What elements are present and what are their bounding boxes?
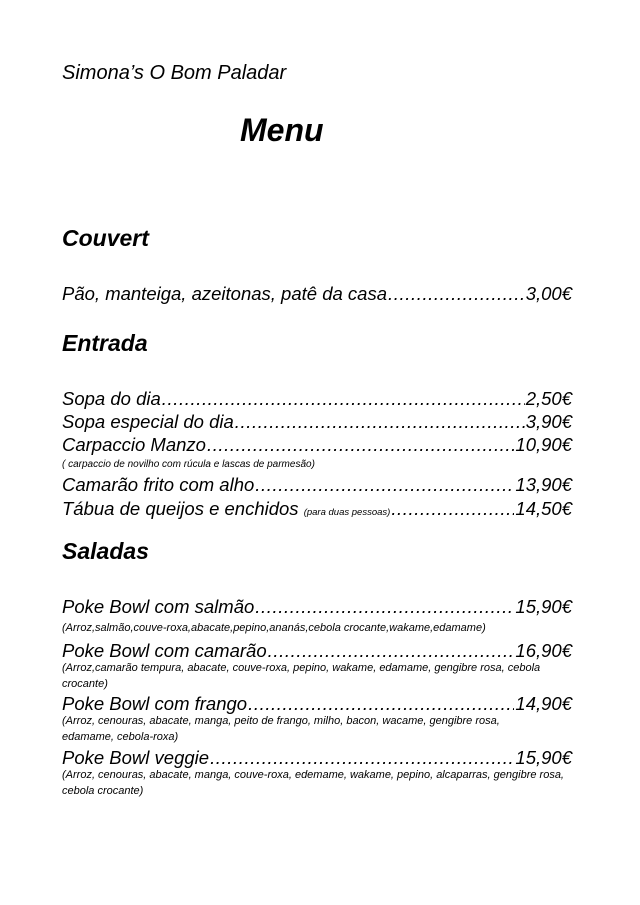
item-name: Camarão frito com alho	[62, 474, 255, 495]
item-price: 10,90€	[515, 434, 572, 455]
item-price: 15,90€	[515, 596, 572, 617]
item-price: 15,90€	[515, 747, 572, 768]
dot-leader	[207, 434, 514, 456]
item-name: Poke Bowl veggie	[62, 747, 210, 768]
menu-item	[62, 693, 572, 715]
item-price: 3,00€	[525, 283, 572, 304]
item-price: 14,50€	[515, 498, 572, 519]
menu-item	[62, 283, 572, 305]
dot-leader	[248, 693, 514, 715]
item-name: Poke Bowl com salmão	[62, 596, 255, 617]
item-qualifier: (para duas pessoas)	[303, 507, 391, 518]
menu-item	[62, 596, 572, 618]
item-price: 13,90€	[515, 474, 572, 495]
item-name: Tábua de queijos e enchidos	[62, 498, 299, 519]
menu-item	[62, 747, 572, 769]
dot-leader	[255, 596, 514, 618]
item-name: Poke Bowl com frango	[62, 693, 248, 714]
menu-item	[62, 640, 572, 662]
dot-leader	[391, 498, 514, 520]
dot-leader	[268, 640, 515, 662]
menu-item	[62, 498, 572, 524]
page-title: Menu	[240, 112, 324, 148]
dot-leader	[210, 747, 514, 769]
item-price: 3,90€	[525, 411, 572, 432]
dot-leader	[255, 474, 514, 496]
item-description: (Arroz,camarão tempura, abacate, couve-roxa, pepino, wakame, edamame, gengibre rosa, cebola crocante)	[62, 662, 541, 690]
item-name: Poke Bowl com camarão	[62, 640, 267, 661]
item-price: 16,90€	[515, 640, 572, 661]
item-name: Carpaccio Manzo	[62, 434, 206, 455]
item-price: 14,90€	[515, 693, 572, 714]
item-description: (Arroz, cenouras, abacate, manga, couve-roxa, edemame, wakame, pepino, alcaparras, gengibre rosa, cebola crocante)	[62, 769, 564, 797]
restaurant-name: Simona’s O Bom Paladar	[62, 62, 287, 84]
section-heading-entrada: Entrada	[62, 330, 148, 356]
item-name: Sopa do dia	[62, 388, 161, 409]
menu-item	[62, 434, 572, 456]
menu-item	[62, 411, 572, 433]
dot-leader	[235, 411, 525, 433]
item-description: ( carpaccio de novilho com rúcula e lascas de parmesão)	[62, 459, 315, 470]
dot-leader	[162, 388, 525, 410]
section-heading-saladas: Saladas	[62, 538, 149, 564]
menu-item	[62, 388, 572, 410]
item-name: Pão, manteiga, azeitonas, patê da casa	[62, 283, 387, 304]
item-description: (Arroz, cenouras, abacate, manga, peito de frango, milho, bacon, wacame, gengibre rosa, edamame, cebola-roxa)	[62, 715, 500, 743]
item-price: 2,50€	[525, 388, 572, 409]
item-name: Sopa especial do dia	[62, 411, 234, 432]
dot-leader	[388, 283, 525, 305]
section-heading-couvert: Couvert	[62, 225, 149, 251]
menu-item	[62, 474, 572, 496]
item-description: (Arroz,salmão,couve-roxa,abacate,pepino,ananás,cebola crocante,wakame,edamame)	[62, 622, 486, 634]
